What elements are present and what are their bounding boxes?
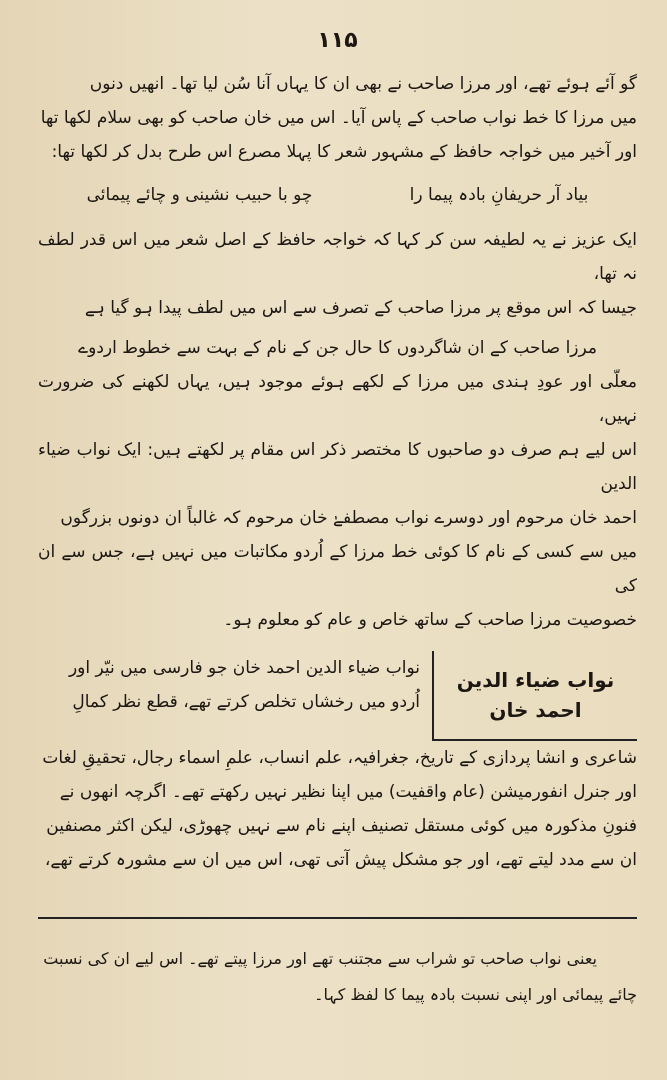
text-line: فنونِ مذکورہ میں کوئی مستقل تصنیف اپنے نام سے نہیں چھوڑی، لیکن اکثر مصنفین — [46, 816, 637, 836]
text-line: ایک عزیز نے یہ لطیفہ سن کر کہا کہ خواجہ حافظ کے اصل شعر میں اس قدر لطف نہ تھا، — [38, 230, 637, 284]
text-line: اُردو میں رخشاں تخلص کرتے تھے، قطع نظر کمالِ — [72, 692, 420, 712]
text-line: شاعری و انشا پردازی کے تاریخ، جغرافیہ، علم انساب، علمِ اسماء رجال، تحقیقِ لغات — [42, 748, 637, 768]
text-line: معلّی اور عودِ ہندی میں مرزا کے لکھے ہوئے موجود ہیں، یہاں لکھنے کی ضرورت نہیں، — [38, 372, 637, 426]
text-line: اور جنرل انفورمیشن (عام واقفیت) میں اپنا نظیر نہیں رکھتے تھے۔ اگرچہ انھوں نے — [59, 782, 637, 802]
text-line: خصوصیت مرزا صاحب کے ساتھ خاص و عام کو معلوم ہو۔ — [223, 610, 637, 630]
text-line: اس لیے ہم صرف دو صاحبوں کا مختصر ذکر اس مقام پر لکھتے ہیں: ایک نواب ضیاء الدین — [38, 440, 637, 494]
paragraph-2 — [38, 223, 637, 325]
page-number: ۱۱۵ — [317, 28, 358, 53]
verse-left-hemistich: چو با حبیب نشینی و چائے پیمائی — [86, 185, 313, 205]
text-line: گو آئے ہوئے تھے، اور مرزا صاحب نے بھی ان کا یہاں آنا سُن لیا تھا۔ انھیں دنوں — [89, 74, 637, 94]
section-heading: نواب ضیاء الدین احمد خان — [432, 651, 637, 741]
text-line: اور آخیر میں خواجہ حافظ کے مشہور شعر کا پہلا مصرع اس طرح بدل کر لکھا تھا: — [51, 142, 637, 162]
paragraph-1 — [38, 67, 637, 169]
text-line: میں سے کسی کے نام کا کوئی خط مرزا کے اُردو مکاتبات میں نہیں ہے، جس سے ان کی — [38, 542, 637, 596]
paragraph-3 — [38, 331, 637, 637]
text-line: مرزا صاحب کے ان شاگردوں کا حال جن کے نام کے بہت سے خطوط اردوے — [78, 338, 597, 358]
text-line: میں مرزا کا خط نواب صاحب کے پاس آیا۔ اس میں خان صاحب کو بھی سلام لکھا تھا — [40, 108, 637, 128]
text-line: ان سے مدد لیتے تھے، اور جو مشکل پیش آتی تھی، اس میں ان سے مشورہ کرتے تھے، — [44, 850, 637, 870]
paragraph-4 — [38, 741, 637, 877]
footnote-line: یعنی نواب صاحب تو شراب سے مجتنب تھے اور مرزا پیتے تھے۔ اس لیے ان کی نسبت — [43, 949, 597, 968]
section-with-heading — [38, 651, 637, 741]
verse — [38, 175, 637, 215]
text-line: احمد خان مرحوم اور دوسرے نواب مصطفےٰ خان مرحوم کہ غالباً ان دونوں بزرگوں — [60, 508, 637, 528]
verse-right-hemistich: بیاد آر حریفانِ بادہ پیما را — [409, 185, 589, 205]
text-line: نواب ضیاء الدین احمد خان جو فارسی میں نیّر اور — [68, 658, 420, 678]
heading-side-text — [38, 651, 420, 719]
text-line: جیسا کہ اس موقع پر مرزا صاحب کے تصرف سے اس میں لطف پیدا ہو گیا ہے — [84, 298, 637, 318]
footnote-divider — [38, 917, 637, 919]
footnote-line: چائے پیمائی اور اپنی نسبت بادہ پیما کا لفظ کہا۔ — [314, 985, 637, 1004]
